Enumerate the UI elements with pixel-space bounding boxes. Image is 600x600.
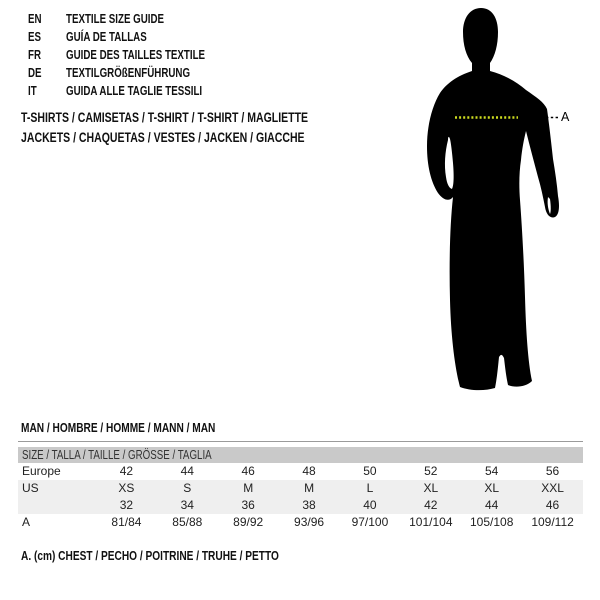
row-label [18, 497, 96, 514]
size-table [18, 441, 583, 531]
size-cell: 109/112 [531, 515, 574, 529]
size-cell: 46 [545, 498, 560, 512]
language-label: GUIDA ALLE TAGLIE TESSILI [66, 84, 203, 98]
language-row [28, 82, 244, 100]
size-cell: 44 [180, 464, 194, 478]
size-cell: 81/84 [111, 515, 142, 529]
garment-line-jackets: JACKETS / CHAQUETAS / VESTES / JACKEN / GIACCHE [21, 130, 305, 145]
size-cell: 85/88 [172, 515, 203, 529]
garment-line-tshirts: T-SHIRTS / CAMISETAS / T-SHIRT / T-SHIRT / MAGLIETTE [21, 110, 309, 125]
language-code: ES [28, 30, 42, 44]
size-cell: 89/92 [233, 515, 264, 529]
table-row [18, 497, 583, 514]
size-cell: XS [118, 481, 135, 495]
size-cell: 48 [302, 464, 316, 478]
row-label: Europe [22, 464, 61, 478]
language-label: TEXTILGRÖßENFÜHRUNG [66, 66, 191, 80]
size-cell: S [183, 481, 192, 495]
size-cell: 52 [424, 464, 438, 478]
size-cell: 42 [424, 498, 438, 512]
size-cell: M [243, 481, 254, 495]
size-cell: 32 [119, 498, 134, 512]
size-cell: 34 [180, 498, 194, 512]
size-cell: XL [484, 481, 500, 495]
size-cell: 40 [363, 498, 377, 512]
language-label: GUIDE DES TAILLES TEXTILE [66, 48, 206, 62]
size-cell: XL [423, 481, 439, 495]
language-label: TEXTILE SIZE GUIDE [66, 12, 165, 26]
table-row [18, 514, 583, 531]
language-code: IT [28, 84, 37, 98]
language-code: FR [28, 48, 42, 62]
size-cell: 105/108 [469, 515, 514, 529]
size-cell: 56 [545, 464, 560, 478]
man-body-shape [427, 8, 559, 390]
size-cell: 36 [241, 498, 255, 512]
size-cell: M [304, 481, 315, 495]
section-title-man: MAN / HOMBRE / HOMME / MANN / MAN [21, 420, 216, 435]
measurement-label-a: A [561, 110, 570, 124]
size-cell: 38 [302, 498, 316, 512]
table-row [18, 480, 583, 497]
row-label: A [22, 515, 31, 529]
size-cell: 42 [119, 464, 134, 478]
language-row [28, 28, 244, 46]
row-label: US [22, 481, 39, 495]
size-table-header: SIZE / TALLA / TAILLE / GRÖSSE / TAGLIA [18, 447, 583, 463]
man-silhouette-figure [405, 0, 600, 400]
language-list [28, 10, 244, 100]
language-label: GUÍA DE TALLAS [66, 30, 147, 44]
garment-types [21, 108, 389, 148]
size-cell: 46 [241, 464, 255, 478]
size-cell: 101/104 [409, 515, 453, 529]
language-code: DE [28, 66, 42, 80]
table-row [18, 463, 583, 480]
size-cell: 50 [363, 464, 377, 478]
size-cell: XXL [541, 481, 564, 495]
language-row [28, 64, 244, 82]
size-cell: 97/100 [351, 515, 389, 529]
language-code: EN [28, 12, 42, 26]
measurement-footnote: A. (cm) CHEST / PECHO / POITRINE / TRUHE / PETTO [21, 548, 279, 563]
language-row [28, 46, 244, 64]
size-table-rows [18, 463, 583, 531]
size-cell: 54 [485, 464, 499, 478]
man-silhouette [405, 0, 600, 400]
language-row [28, 10, 244, 28]
size-cell: 93/96 [294, 515, 325, 529]
size-cell: 44 [485, 498, 499, 512]
size-cell: L [366, 481, 374, 495]
